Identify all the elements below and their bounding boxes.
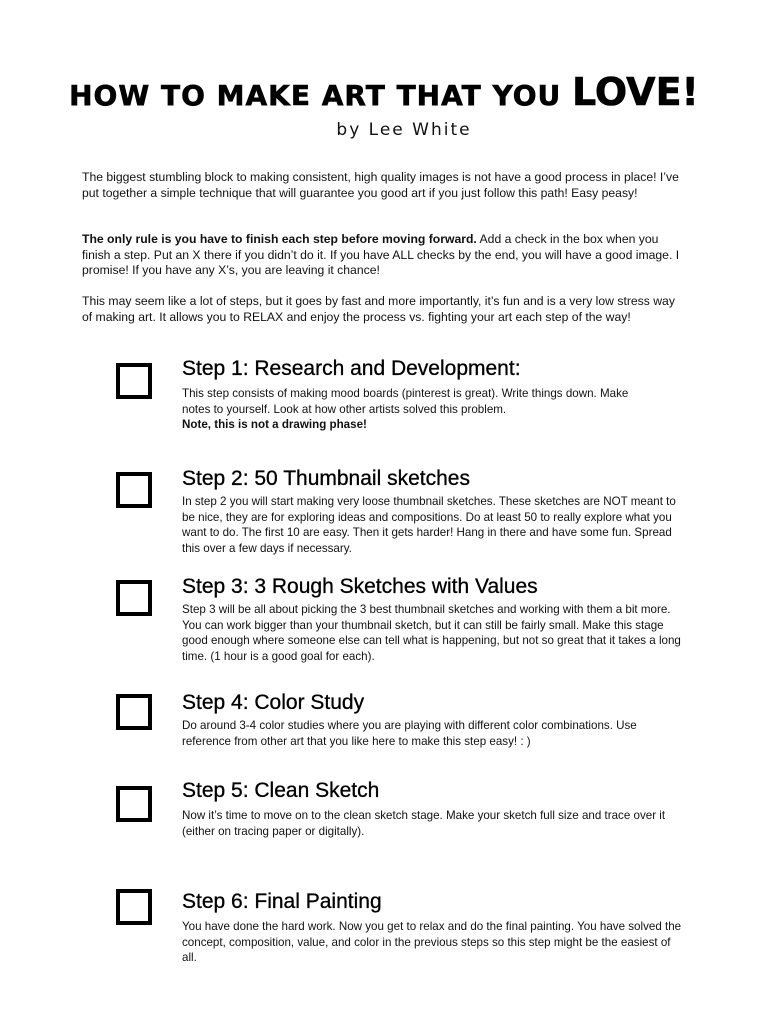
step-2-description: In step 2 you will start making very loose thumbnail sketches. These sketches are NOT meant to be nice, they are for exploring ideas and compositions. Do at least 50 to really explore what you want to do. The first 10 are easy. Then it gets harder! Hang in there and have some fun. Spread this over a few days if necessary. bbox=[182, 495, 676, 555]
step-6-checkbox[interactable] bbox=[116, 889, 152, 925]
step-3-description: Step 3 will be all about picking the 3 best thumbnail sketches and working with them a bit more. You can work bigger than your thumbnail sketch, but it can still be fairly small. Make this stage good enough where someone else can tell what is happening, but not so great that it takes a long time. (1 hour is a good goal for each). bbox=[182, 603, 681, 663]
step-6-description: You have done the hard work. Now you get to relax and do the final painting. You have solved the concept, composition, value, and color in the previous steps so this step might be the easiest of all. bbox=[182, 920, 682, 964]
step-1-title: Step 1: Research and Development: bbox=[182, 357, 521, 380]
step-1-description bbox=[182, 386, 632, 433]
intro-paragraph-3: This may seem like a lot of steps, but it goes by fast and more importantly, it’s fun and is a very low stress way of making art. It allows you to RELAX and enjoy the process vs. fighting your art each step of the way! bbox=[82, 294, 675, 324]
page-title bbox=[0, 72, 768, 116]
step-4-checkbox[interactable] bbox=[116, 694, 152, 730]
step-3-checkbox[interactable] bbox=[116, 580, 152, 616]
step-5-checkbox[interactable] bbox=[116, 786, 152, 822]
step-4-description: Do around 3-4 color studies where you are playing with different color combinations. Use reference from other art that you like here to make this step easy! : ) bbox=[182, 719, 637, 748]
step-3-title: Step 3: 3 Rough Sketches with Values bbox=[182, 575, 538, 598]
step-5-description: Now it’s time to move on to the clean sketch stage. Make your sketch full size and trace over it (either on tracing paper or digitally). bbox=[182, 809, 666, 838]
step-4-title: Step 4: Color Study bbox=[182, 691, 365, 714]
step-2-title: Step 2: 50 Thumbnail sketches bbox=[182, 467, 470, 490]
title-block bbox=[0, 72, 768, 140]
intro-rule-bold: The only rule is you have to finish each step before moving forward. bbox=[82, 232, 477, 246]
step-1-text: This step consists of making mood boards (pinterest is great). Write things down. Make notes to yourself. Look at how other artists solved this problem. bbox=[182, 387, 629, 416]
step-5-title: Step 5: Clean Sketch bbox=[182, 779, 380, 802]
intro-paragraph-2 bbox=[82, 232, 682, 279]
title-main: HOW TO MAKE ART THAT YOU bbox=[69, 79, 562, 112]
step-1-checkbox[interactable] bbox=[116, 363, 152, 399]
intro-paragraph-1: The biggest stumbling block to making consistent, high quality images is not have a good process in place! I’ve put together a simple technique that will guarantee you good art if you just follow this path! Easy peasy! bbox=[82, 170, 679, 200]
step-1-note: Note, this is not a drawing phase! bbox=[182, 418, 367, 431]
title-emphasis: LOVE! bbox=[572, 70, 699, 114]
step-2-checkbox[interactable] bbox=[116, 472, 152, 508]
intro-rule-rest: Add a check in the box when you finish a step. Put an X there if you didn’t do it. If you have ALL checks by the end, you will have a good image. I promise! If you have any X’s, you are leaving it chance! bbox=[82, 232, 680, 277]
step-6-title: Step 6: Final Painting bbox=[182, 890, 382, 913]
byline: by Lee White bbox=[336, 120, 472, 140]
